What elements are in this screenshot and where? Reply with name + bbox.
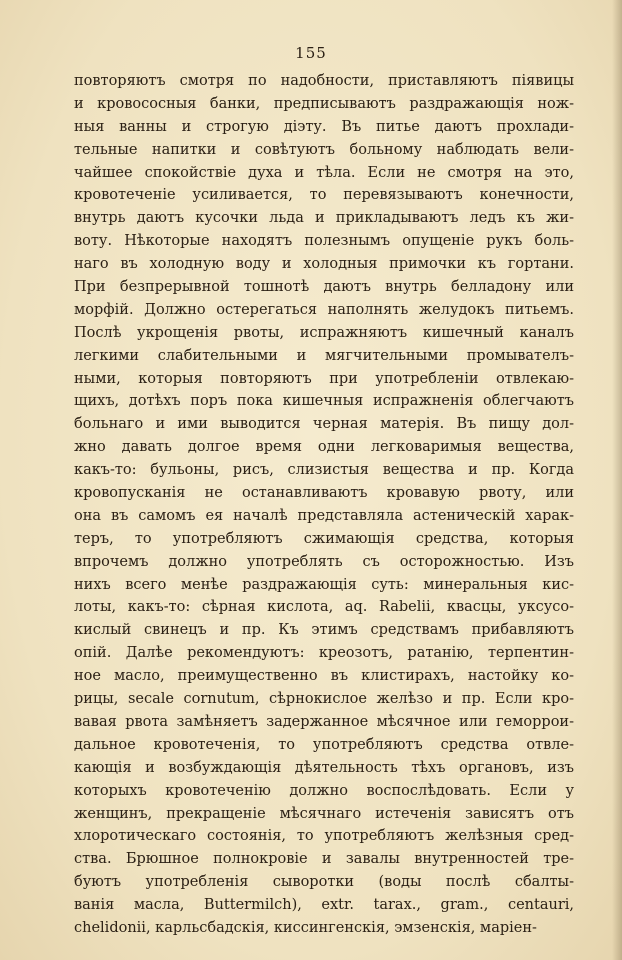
text-line: нихъ всего менѣе раздражающія суть: минеральныя кис-: [74, 576, 574, 593]
text-line: внутрь даютъ кусочки льда и прикладываютъ ледъ къ жи-: [74, 210, 574, 227]
text-line: ства. Брюшное полнокровіе и завалы внутренностей тре-: [74, 851, 574, 868]
text-line: больнаго и ими выводится черная матерія. Въ пищу дол-: [74, 416, 574, 433]
text-line: дальное кровотеченія, то употребляютъ средства отвле-: [74, 736, 574, 753]
text-line: ванія масла, Buttermilch), extr. tarax., gram., centauri,: [74, 897, 574, 914]
text-line: буютъ употребленія сыворотки (воды послѣ сбалты-: [74, 874, 574, 891]
text-line: ными, которыя повторяютъ при употребленіи отвлекаю-: [74, 370, 574, 387]
text-line: она въ самомъ ея началѣ представляла астеническій харак-: [74, 507, 574, 524]
text-line: тельные напитки и совѣтуютъ больному наблюдать вели-: [74, 141, 574, 158]
text-line: лоты, какъ-то: сѣрная кислота, aq. Rabelii, квасцы, уксусо-: [74, 599, 574, 616]
text-line: кислый свинецъ и пр. Къ этимъ средствамъ прибавляютъ: [74, 622, 574, 639]
text-line: жно давать долгое время одни легковаримыя вещества,: [74, 439, 574, 456]
text-line: щихъ, дотѣхъ поръ пока кишечныя испражненія облегчаютъ: [74, 393, 574, 410]
text-line: chelidonii, карльсбадскія, киссингенскія, эмзенскія, маріен-: [74, 919, 537, 936]
page-edge-shadow: [612, 0, 622, 960]
text-line: которыхъ кровотеченію должно воспослѣдовать. Если у: [74, 782, 574, 799]
text-line: рицы, secale cornutum, сѣрнокислое желѣзо и пр. Если кро-: [74, 691, 574, 708]
text-line: вавая рвота замѣняетъ задержанное мѣсячное или геморрои-: [74, 713, 574, 730]
text-line: кровотеченіе усиливается, то перевязываютъ конечности,: [74, 187, 574, 204]
text-line: какъ-то: бульоны, рисъ, слизистыя вещества и пр. Когда: [74, 462, 574, 479]
text-line: морфій. Должно остерегаться наполнять желудокъ питьемъ.: [74, 301, 574, 318]
text-line: женщинъ, прекращеніе мѣсячнаго истеченія зависятъ отъ: [74, 805, 574, 822]
text-line: наго въ холодную воду и холодныя примочки къ гортани.: [74, 256, 574, 273]
text-line: хлоротическаго состоянія, то употребляютъ желѣзныя сред-: [74, 828, 574, 845]
text-line: впрочемъ должно употреблять съ осторожностью. Изъ: [74, 553, 574, 570]
text-line: ныя ванны и строгую діэту. Въ питье даютъ прохлади-: [74, 118, 574, 135]
text-line: кающія и возбуждающія дѣятельность тѣхъ органовъ, изъ: [74, 759, 574, 776]
text-line: кровопусканія не останавливаютъ кровавую рвоту, или: [74, 485, 574, 502]
body-text: [74, 70, 574, 940]
text-line: ное масло, преимущественно въ клистирахъ, настойку ко-: [74, 668, 574, 685]
text-line: и кровососныя банки, предписываютъ раздражающія нож-: [74, 95, 574, 112]
text-line: теръ, то употребляютъ сжимающія средства, которыя: [74, 530, 574, 547]
page-number: 155: [295, 44, 327, 62]
text-line: Послѣ укрощенія рвоты, испражняютъ кишечный каналъ: [74, 324, 574, 341]
text-line: чайшее спокойствіе духа и тѣла. Если не смотря на это,: [74, 164, 574, 181]
text-line: легкими слабительными и мягчительными промывателъ-: [74, 347, 574, 364]
text-line: опій. Далѣе рекомендуютъ: креозотъ, ратанію, терпентин-: [74, 645, 574, 662]
text-line: повторяютъ смотря по надобности, приставляютъ піявицы: [74, 73, 574, 89]
text-line: воту. Нѣкоторые находятъ полезнымъ опущеніе рукъ боль-: [74, 233, 574, 250]
text-line: При безпрерывной тошнотѣ даютъ внутрь белладону или: [74, 279, 574, 296]
